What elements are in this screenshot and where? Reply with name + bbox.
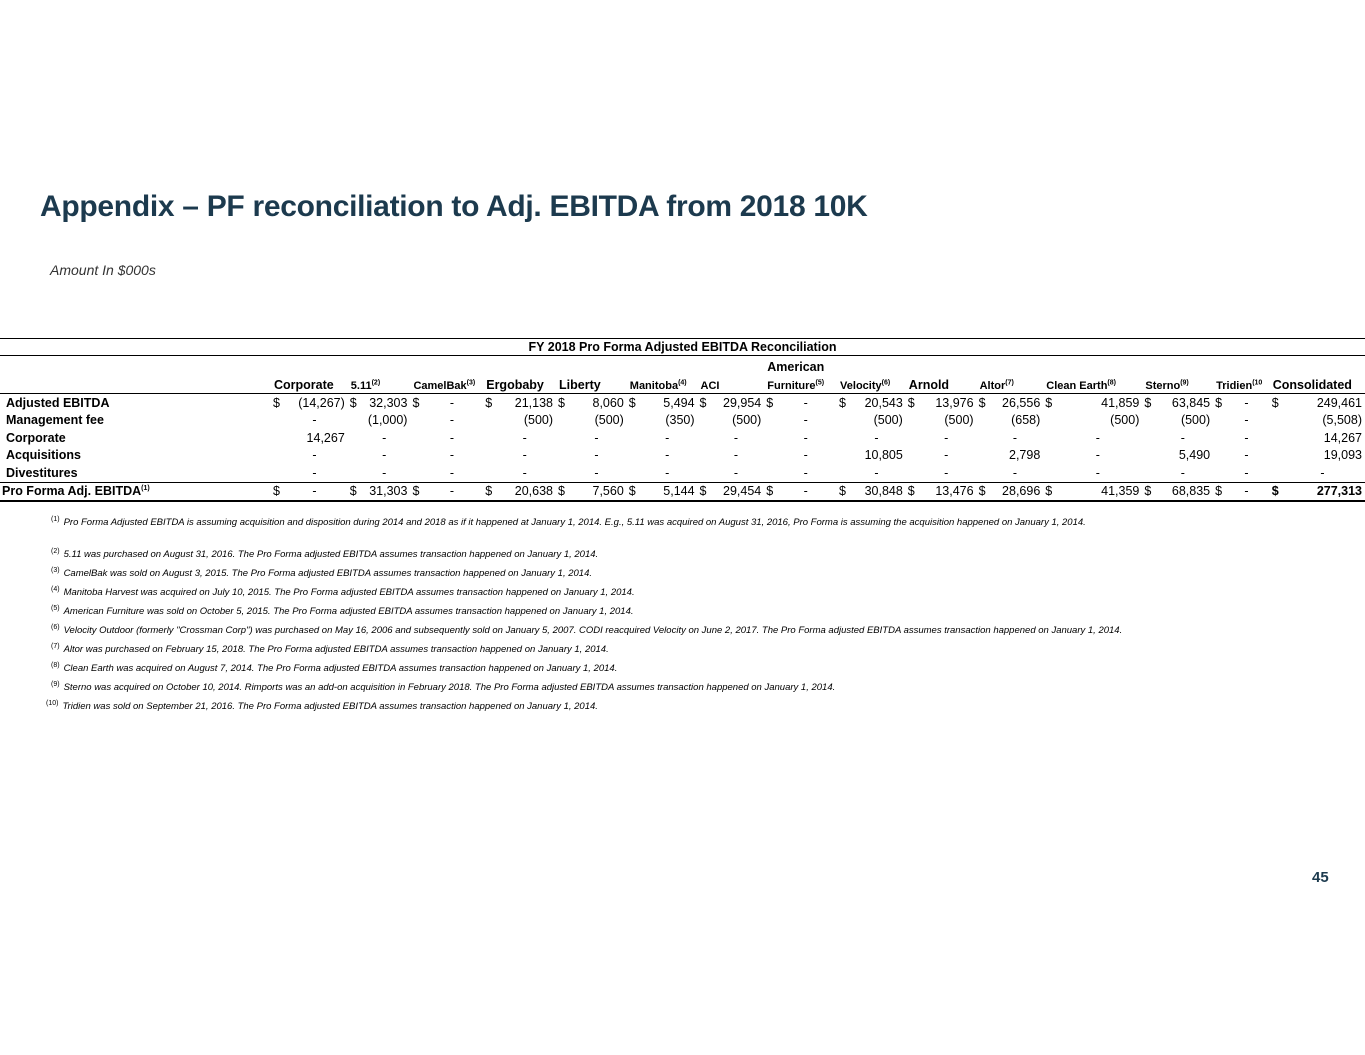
column-header-label: CamelBak: [413, 380, 467, 392]
currency-symbol: [1213, 429, 1223, 447]
cell-value: -: [733, 448, 739, 463]
column-header: [1142, 375, 1213, 394]
currency-symbol: $: [348, 482, 358, 501]
column-header: [483, 375, 556, 394]
column-header: [348, 375, 411, 394]
footnote-text: Pro Forma Adjusted EBITDA is assuming acquisition and disposition during 2014 and 2018 as if it happened at January 1, 2014. E.g., 5.11 was acquired on August 31, 2016, Pro Forma is assuming the acquisition happened on January 1, 2014.: [63, 517, 1086, 529]
column-header-label: ACI: [700, 380, 720, 392]
column-header: [837, 375, 906, 394]
currency-symbol: [1270, 429, 1280, 447]
footnote: [51, 605, 634, 617]
column-header-line1: [1270, 356, 1365, 375]
cell-value: 13,476: [916, 482, 977, 501]
currency-symbol: [698, 429, 708, 447]
cell-value: (14,267): [298, 395, 345, 410]
currency-symbol: [1142, 429, 1152, 447]
currency-symbol: [627, 464, 637, 482]
cell-value: -: [449, 395, 454, 410]
column-header-label: Altor: [979, 380, 1006, 392]
cell-value: 26,556: [1002, 395, 1041, 410]
currency-symbol: [977, 464, 987, 482]
column-header-line1: [271, 356, 348, 375]
currency-symbol: [1043, 429, 1053, 447]
cell-value: -: [774, 482, 837, 501]
cell-value: -: [1244, 413, 1249, 428]
footnote-mark: (2): [51, 548, 60, 555]
currency-symbol: $: [977, 482, 987, 501]
cell-value: -: [665, 448, 670, 463]
currency-symbol: $: [1215, 395, 1223, 410]
header-label-spacer: [0, 375, 271, 394]
footnote-text: Tridien was sold on September 21, 2016. The Pro Forma adjusted EBITDA assumes transaction happened on January 1, 2014.: [62, 701, 598, 713]
column-header: [1213, 375, 1270, 394]
cell-value: (500): [873, 413, 903, 428]
cell-value: -: [1244, 448, 1249, 463]
currency-symbol: [1142, 412, 1152, 430]
footnote-mark: (7): [51, 643, 60, 650]
currency-symbol: [483, 447, 493, 465]
reconciliation-table-container: [0, 338, 1365, 502]
cell-value: (658): [1011, 413, 1041, 428]
column-header-line1: [410, 356, 483, 375]
currency-symbol: [977, 447, 987, 465]
cell-value: -: [1320, 465, 1325, 480]
row-label-text: Divestitures: [6, 465, 78, 480]
currency-symbol: [977, 429, 987, 447]
currency-symbol: [698, 412, 708, 430]
cell-value: -: [803, 430, 808, 445]
cell-value: -: [733, 465, 739, 480]
cell-value: -: [382, 448, 387, 463]
footnote-ref: (10: [1252, 379, 1263, 387]
column-header-line1: [483, 356, 556, 375]
currency-symbol: $: [412, 395, 420, 410]
cell-value: -: [874, 465, 879, 480]
currency-symbol: [483, 412, 493, 430]
currency-symbol: [348, 412, 358, 430]
currency-symbol: [837, 464, 847, 482]
footnote-text: 5.11 was purchased on August 31, 2016. The Pro Forma adjusted EBITDA assumes transaction happened on January 1, 2014.: [63, 549, 599, 561]
footnote-mark: (3): [51, 567, 60, 574]
currency-symbol: $: [272, 395, 280, 410]
column-header-label: Tridien: [1216, 380, 1253, 392]
column-header-label: Clean Earth: [1046, 380, 1108, 392]
currency-symbol: $: [483, 482, 493, 501]
cell-value: 5,490: [1178, 448, 1211, 463]
currency-symbol: [1142, 464, 1152, 482]
cell-value: 2,798: [1009, 448, 1041, 463]
currency-symbol: [1270, 447, 1280, 465]
cell-value: 8,060: [592, 395, 624, 410]
cell-value: -: [1012, 430, 1018, 445]
currency-symbol: $: [699, 395, 707, 410]
currency-symbol: $: [1213, 482, 1223, 501]
cell-value: -: [421, 482, 484, 501]
cell-value: -: [1244, 430, 1249, 445]
footnote-text: Altor was purchased on February 15, 2018. The Pro Forma adjusted EBITDA assumes transaction happened on January 1, 2014.: [63, 644, 609, 656]
column-header-label: 5.11: [350, 380, 372, 392]
footnote: [51, 516, 1086, 528]
currency-symbol: [556, 464, 566, 482]
currency-symbol: $: [839, 395, 846, 410]
currency-symbol: [410, 447, 420, 465]
currency-symbol: $: [271, 482, 281, 501]
column-header: [556, 375, 627, 394]
cell-value: 63,845: [1171, 395, 1211, 410]
currency-symbol: $: [1144, 395, 1152, 410]
cell-value: (500): [944, 413, 974, 428]
column-header-line1: [556, 356, 627, 375]
cell-value: (1,000): [367, 413, 408, 428]
column-header-line1: [627, 356, 698, 375]
currency-symbol: [483, 429, 493, 447]
cell-value: (500): [732, 413, 762, 428]
cell-value: -: [312, 413, 317, 428]
row-label: [0, 482, 271, 501]
column-header-label: Furniture: [767, 380, 816, 392]
cell-value: -: [665, 430, 670, 445]
footnote-ref: (8): [1107, 379, 1116, 387]
column-header-label: Sterno: [1145, 380, 1181, 392]
cell-value: -: [382, 430, 387, 445]
currency-symbol: [764, 429, 774, 447]
cell-value: 277,313: [1280, 482, 1365, 501]
column-header-label: Ergobaby: [486, 378, 544, 392]
cell-value: 68,835: [1152, 482, 1213, 501]
currency-symbol: [837, 429, 847, 447]
currency-symbol: [627, 429, 637, 447]
column-header-label: Manitoba: [629, 380, 679, 392]
column-header-line1: [1142, 356, 1213, 375]
currency-symbol: $: [558, 395, 565, 410]
cell-value: -: [944, 430, 949, 445]
currency-symbol: [483, 464, 493, 482]
footnote-text: Sterno was acquired on October 10, 2014. Rimports was an add-on acquisition in February 2018. The Pro Forma adjusted EBITDA assumes transaction happened on January 1, 2014.: [63, 682, 836, 694]
currency-symbol: [556, 412, 566, 430]
cell-value: (350): [665, 413, 695, 428]
currency-symbol: $: [698, 482, 708, 501]
footnote: [51, 662, 617, 674]
currency-symbol: [1213, 412, 1223, 430]
cell-value: -: [1180, 465, 1185, 480]
reconciliation-table: [0, 338, 1365, 502]
cell-value: -: [803, 395, 808, 410]
column-header: [906, 375, 977, 394]
footnote: [51, 681, 835, 693]
cell-value: -: [1095, 448, 1100, 463]
currency-symbol: [348, 464, 358, 482]
column-header-line1: [906, 356, 977, 375]
footnote: [51, 567, 592, 579]
footnote: [46, 700, 598, 712]
cell-value: 19,093: [1323, 448, 1362, 463]
cell-value: -: [1244, 395, 1249, 410]
footnote: [51, 586, 635, 598]
footnote-ref: (1): [141, 485, 150, 493]
cell-value: 30,848: [847, 482, 906, 501]
currency-symbol: [348, 429, 358, 447]
currency-symbol: [1270, 464, 1280, 482]
cell-value: -: [1012, 465, 1018, 480]
row-label-text: Adjusted EBITDA: [6, 395, 110, 410]
currency-symbol: $: [485, 395, 493, 410]
cell-value: (500): [1110, 413, 1140, 428]
column-header: [698, 375, 765, 394]
footnote-mark: (8): [51, 662, 60, 669]
currency-symbol: [906, 412, 916, 430]
footnote: [51, 643, 609, 655]
row-label-text: Corporate: [6, 430, 66, 445]
cell-value: 5,144: [637, 482, 698, 501]
row-label: [0, 447, 271, 465]
currency-symbol: [906, 464, 916, 482]
footnote-ref: (9): [1180, 379, 1189, 387]
currency-symbol: $: [1142, 482, 1152, 501]
currency-symbol: [837, 447, 847, 465]
footnote-ref: (5): [815, 379, 825, 387]
footnote-mark: (4): [51, 586, 60, 593]
cell-value: -: [1095, 465, 1100, 480]
cell-value: 249,461: [1316, 395, 1362, 410]
footnote-ref: (7): [1005, 379, 1014, 387]
page-number: 45: [1312, 869, 1329, 886]
cell-value: 32,303: [369, 395, 408, 410]
footnote-ref: (4): [678, 379, 687, 387]
currency-symbol: $: [1271, 395, 1279, 410]
column-header-label: Velocity: [840, 380, 882, 392]
footnote: [51, 624, 1122, 636]
cell-value: -: [1095, 430, 1100, 445]
currency-symbol: $: [556, 482, 566, 501]
currency-symbol: $: [906, 482, 916, 501]
header-row: [0, 375, 1365, 394]
footnote-mark: (9): [51, 681, 60, 688]
footnote-mark: (6): [51, 624, 60, 631]
currency-symbol: [1213, 447, 1223, 465]
row-label: [0, 429, 271, 447]
currency-symbol: [906, 447, 916, 465]
currency-symbol: [627, 447, 637, 465]
column-header: [627, 375, 698, 394]
cell-value: -: [733, 430, 739, 445]
currency-symbol: [1213, 464, 1223, 482]
cell-value: (5,508): [1322, 413, 1362, 428]
cell-value: 5,494: [663, 395, 695, 410]
currency-symbol: $: [628, 395, 636, 410]
cell-value: -: [594, 430, 599, 445]
table-row: [0, 464, 1365, 482]
cell-value: 10,805: [864, 448, 903, 463]
cell-value: 14,267: [306, 430, 345, 445]
cell-value: -: [1223, 482, 1270, 501]
currency-symbol: [1270, 412, 1280, 430]
cell-value: -: [449, 465, 454, 480]
cell-value: 14,267: [1323, 430, 1362, 445]
currency-symbol: $: [907, 395, 915, 410]
cell-value: -: [944, 465, 949, 480]
cell-value: -: [522, 465, 527, 480]
cell-value: -: [522, 430, 527, 445]
column-header: [271, 375, 348, 394]
currency-symbol: [1043, 412, 1053, 430]
currency-symbol: $: [764, 482, 774, 501]
currency-symbol: $: [410, 482, 420, 501]
currency-symbol: $: [1270, 482, 1280, 501]
currency-symbol: [698, 447, 708, 465]
cell-value: (500): [523, 413, 554, 428]
column-header-line1: [698, 356, 765, 375]
total-row: [0, 482, 1365, 501]
currency-symbol: [764, 464, 774, 482]
cell-value: 31,303: [358, 482, 411, 501]
column-header-label: Arnold: [908, 378, 950, 392]
table-row: [0, 447, 1365, 465]
page-title: Appendix – PF reconciliation to Adj. EBITDA from 2018 10K: [40, 190, 868, 223]
cell-value: 28,696: [987, 482, 1044, 501]
footnote-text: Manitoba Harvest was acquired on July 10, 2015. The Pro Forma adjusted EBITDA assumes transaction happened on January 1, 2014.: [63, 587, 635, 599]
table-body: [0, 394, 1365, 502]
cell-value: -: [874, 430, 879, 445]
row-label: [0, 412, 271, 430]
cell-value: -: [803, 465, 808, 480]
currency-symbol: [556, 447, 566, 465]
footnote-text: American Furniture was sold on October 5, 2015. The Pro Forma adjusted EBITDA assumes transaction happened on January 1, 2014.: [63, 606, 634, 618]
footnote-text: CamelBak was sold on August 3, 2015. The Pro Forma adjusted EBITDA assumes transaction happened on January 1, 2014.: [63, 568, 592, 580]
currency-symbol: [698, 464, 708, 482]
cell-value: 29,454: [708, 482, 765, 501]
cell-value: -: [312, 448, 317, 463]
currency-symbol: [271, 464, 281, 482]
column-header-label: Liberty: [559, 378, 601, 392]
currency-symbol: $: [978, 395, 986, 410]
currency-symbol: $: [349, 395, 357, 410]
column-header-line1: [837, 356, 906, 375]
currency-symbol: [410, 429, 420, 447]
currency-symbol: $: [627, 482, 637, 501]
currency-symbol: $: [766, 395, 774, 410]
column-header-label: Corporate: [273, 378, 334, 392]
cell-value: -: [1180, 430, 1185, 445]
currency-symbol: [977, 412, 987, 430]
cell-value: -: [449, 413, 454, 428]
currency-symbol: [410, 464, 420, 482]
footnote-mark: (5): [51, 605, 60, 612]
cell-value: -: [594, 465, 599, 480]
amount-unit-note: Amount In $000s: [50, 262, 156, 278]
cell-value: -: [665, 465, 670, 480]
currency-symbol: $: [1045, 395, 1053, 410]
currency-symbol: $: [837, 482, 847, 501]
cell-value: (500): [1180, 413, 1211, 428]
cell-value: -: [522, 448, 527, 463]
cell-value: 20,638: [493, 482, 556, 501]
currency-symbol: [764, 412, 774, 430]
currency-symbol: [1043, 464, 1053, 482]
column-header: [1043, 375, 1142, 394]
cell-value: -: [944, 448, 949, 463]
column-header-line1: American: [767, 359, 825, 374]
cell-value: -: [312, 465, 317, 480]
column-header-line1: [1043, 356, 1142, 375]
column-header: [1270, 375, 1365, 394]
cell-value: (500): [594, 413, 624, 428]
cell-value: 41,859: [1101, 395, 1140, 410]
row-label-text: Acquisitions: [6, 448, 82, 463]
currency-symbol: [410, 412, 420, 430]
footnote-mark: (10): [46, 700, 59, 707]
cell-value: -: [449, 430, 454, 445]
currency-symbol: [1142, 447, 1152, 465]
footnote: [51, 548, 598, 560]
row-label: [0, 394, 271, 412]
header-row-top: [0, 356, 1365, 375]
header-spacer: [0, 356, 271, 375]
cell-value: -: [803, 448, 808, 463]
currency-symbol: [837, 412, 847, 430]
footnote-text: Clean Earth was acquired on August 7, 2014. The Pro Forma adjusted EBITDA assumes transaction happened on January 1, 2014.: [63, 663, 618, 675]
footnote-ref: (2): [371, 379, 381, 387]
column-header-label: Consolidated: [1272, 378, 1352, 392]
currency-symbol: [764, 447, 774, 465]
table-row: [0, 394, 1365, 412]
cell-value: 13,976: [935, 395, 974, 410]
currency-symbol: [348, 447, 358, 465]
column-header: [764, 375, 837, 394]
cell-value: -: [449, 448, 454, 463]
cell-value: 21,138: [514, 395, 554, 410]
cell-value: 41,359: [1053, 482, 1142, 501]
cell-value: 20,543: [864, 395, 903, 410]
table-caption-row: [0, 339, 1365, 356]
currency-symbol: [1043, 447, 1053, 465]
cell-value: 7,560: [566, 482, 627, 501]
cell-value: -: [594, 448, 599, 463]
table-row: [0, 429, 1365, 447]
currency-symbol: [906, 429, 916, 447]
row-label: [0, 464, 271, 482]
cell-value: -: [803, 413, 808, 428]
footnote-mark: (1): [51, 516, 60, 523]
column-header-line1: [977, 356, 1044, 375]
column-header: [410, 375, 483, 394]
footnote-text: Velocity Outdoor (formerly "Crossman Corp") was purchased on May 16, 2006 and subsequently sold on January 5, 2007. CODI reacquired Velocity on June 2, 2017. The Pro Forma adjusted EBITDA assumes transaction happened on January 1, 2014.: [63, 625, 1123, 637]
column-header: [977, 375, 1044, 394]
currency-symbol: [271, 412, 281, 430]
cell-value: -: [382, 465, 387, 480]
column-header-line1: [1213, 356, 1270, 375]
cell-value: -: [281, 482, 348, 501]
row-label-text: Management fee: [6, 413, 104, 428]
currency-symbol: [271, 429, 281, 447]
cell-value: -: [1244, 465, 1249, 480]
table-caption: FY 2018 Pro Forma Adjusted EBITDA Reconciliation: [0, 339, 1365, 356]
table-row: [0, 412, 1365, 430]
column-header-line1: [348, 356, 411, 375]
currency-symbol: [627, 412, 637, 430]
footnote-ref: (6): [881, 379, 891, 387]
currency-symbol: $: [1043, 482, 1053, 501]
footnote-ref: (3): [466, 379, 476, 387]
cell-value: 29,954: [723, 395, 762, 410]
currency-symbol: [556, 429, 566, 447]
currency-symbol: [271, 447, 281, 465]
row-label-text: Pro Forma Adj. EBITDA: [2, 484, 142, 499]
